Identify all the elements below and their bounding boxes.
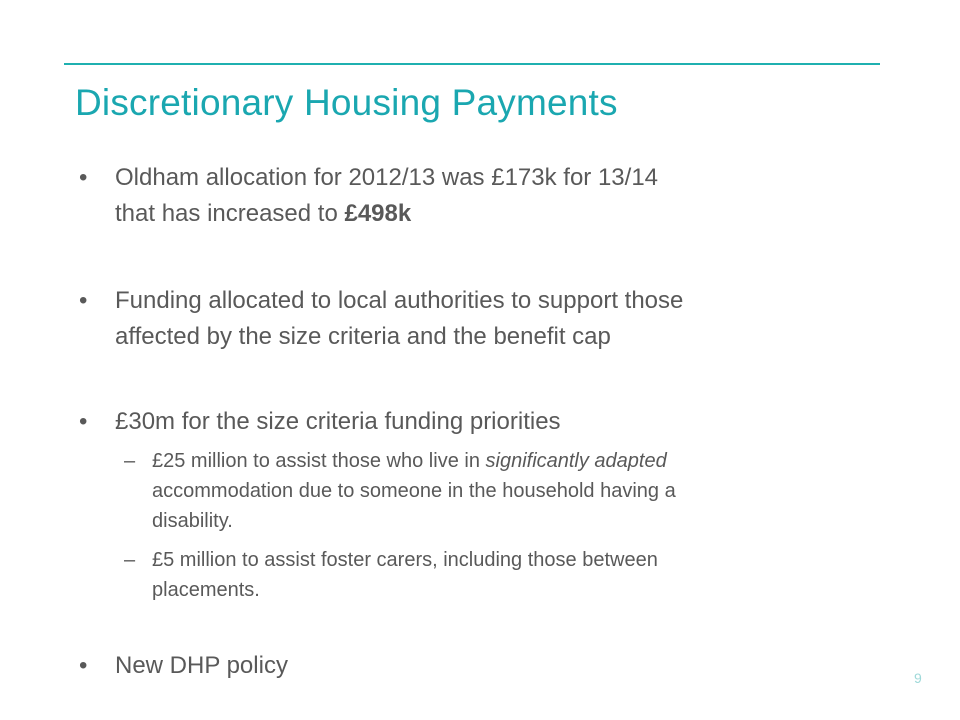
sub-bullet-text (152, 545, 852, 605)
slide-title: Discretionary Housing Payments (75, 82, 618, 123)
sub-bullet-text-line2: placements. (152, 579, 260, 601)
sub-bullet-text-line3: disability. (152, 510, 233, 532)
bullet-text-line1: Funding allocated to local authorities to support those (115, 287, 684, 314)
bullet-text (115, 160, 855, 232)
title-rule (64, 63, 880, 65)
sub-bullet-italic: significantly adapted (485, 450, 667, 472)
bullet-text: £30m for the size criteria funding priorities (115, 408, 561, 435)
sub-bullet-dash: – (124, 549, 136, 571)
sub-bullet-dash: – (124, 450, 136, 472)
bullet-text-line1: Oldham allocation for 2012/13 was £173k for 13/14 (115, 164, 659, 191)
bullet-text-line2: affected by the size criteria and the benefit cap (115, 323, 611, 350)
bullet-dot: • (79, 164, 88, 191)
bullet-text (115, 283, 855, 355)
sub-bullet-text-line2: accommodation due to someone in the household having a (152, 480, 676, 502)
page-number: 9 (914, 670, 922, 686)
bullet-text-bold-amount: £498k (344, 200, 412, 227)
sub-bullet-text (152, 446, 852, 536)
bullet-dot: • (79, 652, 88, 679)
bullet-dot: • (79, 408, 88, 435)
bullet-dot: • (79, 287, 88, 314)
bullet-text-line2: that has increased to (115, 200, 345, 227)
bullet-text: New DHP policy (115, 652, 288, 679)
sub-bullet-text-line1: £5 million to assist foster carers, including those between (152, 549, 658, 571)
sub-bullet-text-line1: £25 million to assist those who live in (152, 450, 486, 472)
